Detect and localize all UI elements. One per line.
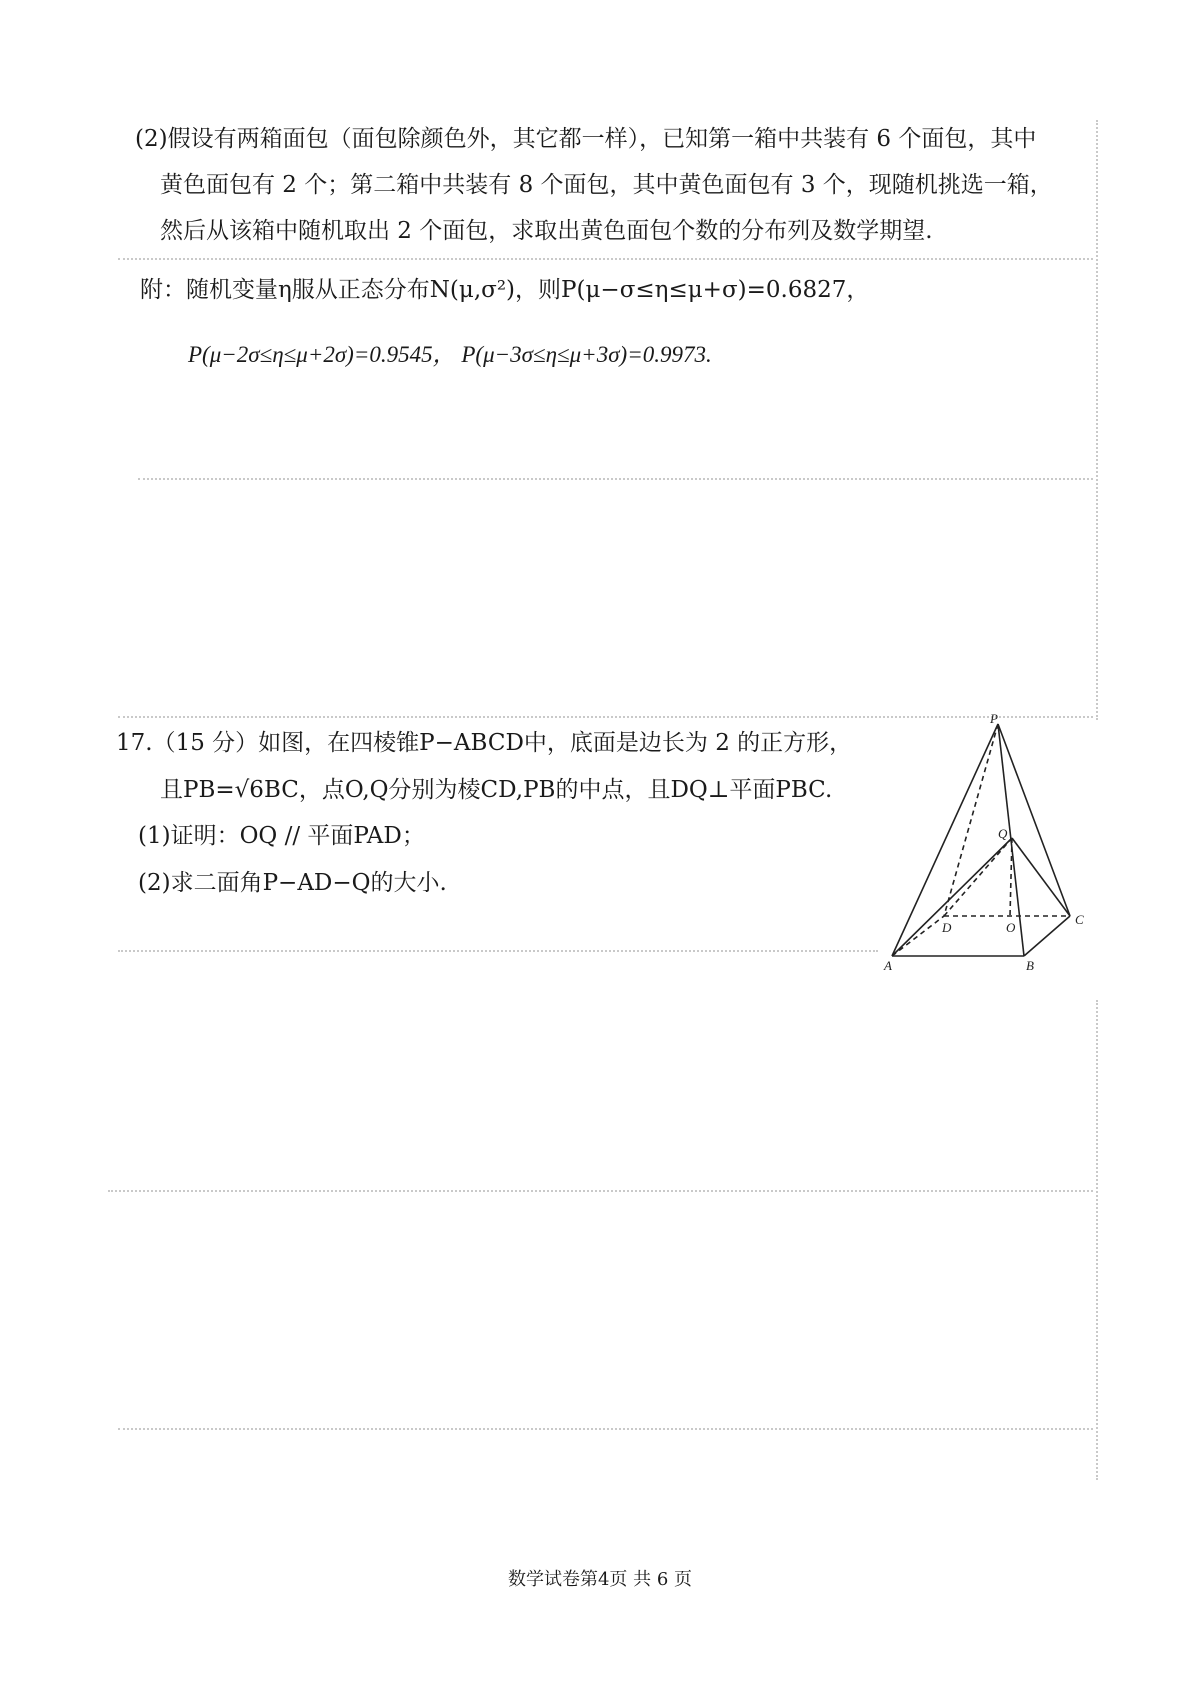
label-A: A: [884, 958, 892, 972]
label-D: D: [942, 920, 952, 935]
edge-QO: [1010, 838, 1012, 916]
edge-AD: [892, 916, 944, 956]
edge-AQ: [892, 838, 1012, 956]
q17-line-1: 17.（15 分）如图，在四棱锥P−ABCD中，底面是边长为 2 的正方形，: [116, 730, 853, 756]
edge-DQ: [944, 838, 1012, 916]
label-B: B: [1026, 958, 1034, 972]
label-C: C: [1075, 912, 1084, 927]
q17-sub-2: (2)求二面角P−AD−Q的大小.: [138, 870, 447, 896]
q17-line-2: 且PB=√6BC，点O,Q分别为棱CD,PB的中点，且DQ⊥平面PBC.: [160, 777, 833, 803]
divider-5: [108, 1190, 1093, 1192]
edge-BC: [1024, 916, 1070, 956]
edge-PD: [944, 724, 998, 916]
appendix-line-1: 附：随机变量η服从正态分布N(μ,σ²)，则P(μ−σ≤η≤μ+σ)=0.6827，: [140, 277, 870, 303]
label-Q: Q: [998, 826, 1008, 841]
divider-1: [118, 258, 1093, 260]
part2-line-2: 黄色面包有 2 个；第二箱中共装有 8 个面包，其中黄色面包有 3 个，现随机挑选一箱，: [160, 172, 1053, 198]
part2-line-3: 然后从该箱中随机取出 2 个面包，求取出黄色面包个数的分布列及数学期望.: [160, 218, 933, 244]
part2-line-1: (2)假设有两箱面包（面包除颜色外，其它都一样），已知第一箱中共装有 6 个面包，其中: [135, 126, 1037, 152]
pyramid-figure: [880, 712, 1100, 972]
page-footer: 数学试卷第4页 共 6 页: [507, 1569, 693, 1590]
divider-6: [118, 1428, 1093, 1430]
q17-sub-1: (1)证明：OQ // 平面PAD；: [138, 823, 425, 849]
right-margin-line-top: [1096, 120, 1098, 720]
divider-4: [118, 950, 878, 952]
label-O: O: [1006, 920, 1016, 935]
label-P: P: [990, 712, 998, 726]
appendix-line-2: P(μ−2σ≤η≤μ+2σ)=0.9545， P(μ−3σ≤η≤μ+3σ)=0.9973.: [188, 342, 712, 367]
edge-QC: [1012, 838, 1070, 916]
right-margin-line-bottom: [1096, 1000, 1098, 1480]
divider-2: [138, 478, 1093, 480]
